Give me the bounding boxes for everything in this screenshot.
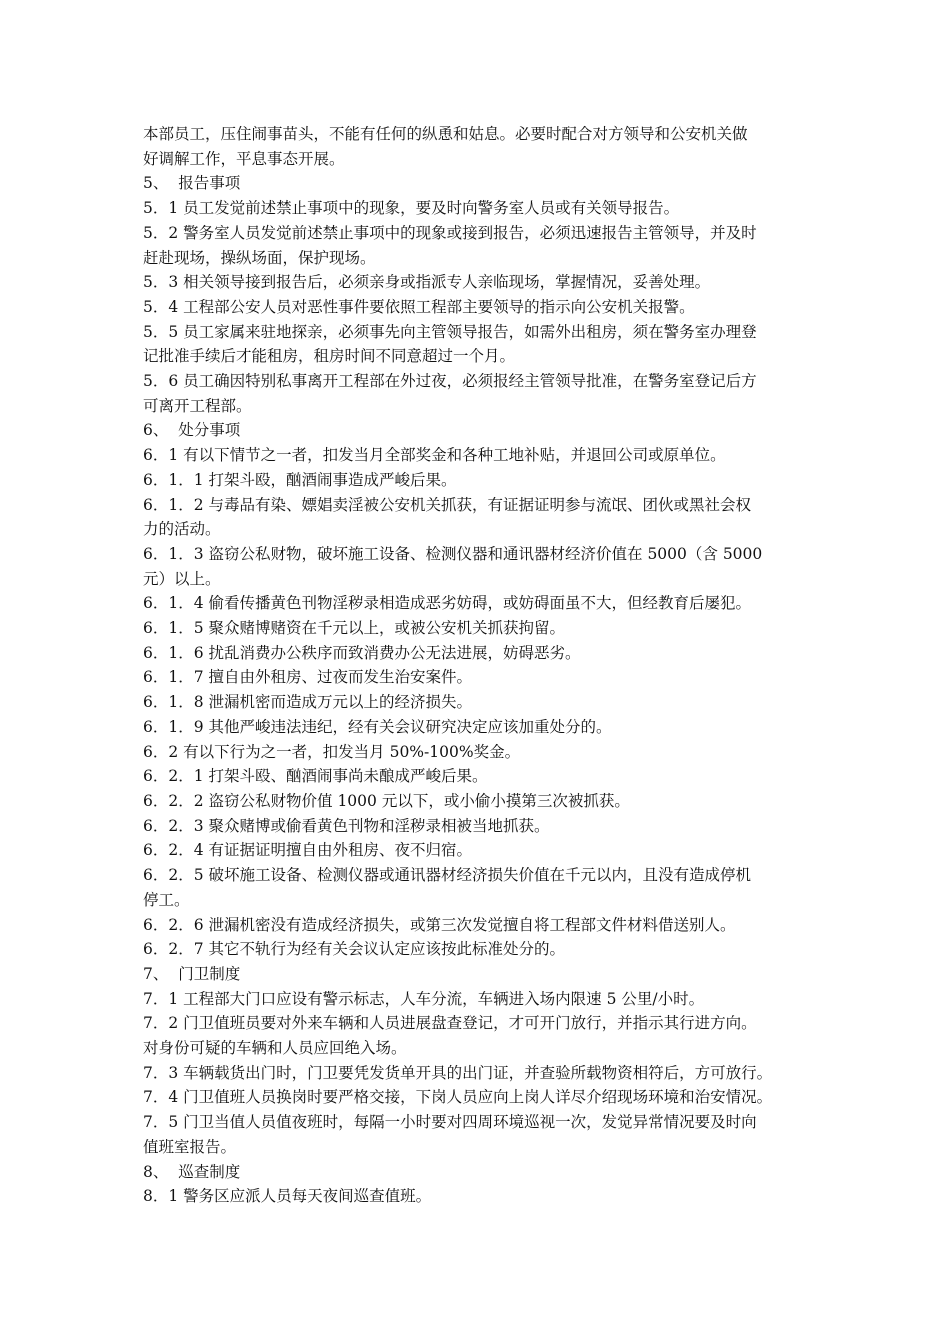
text-line: 6．1．4 偷看传播黄色刊物淫秽录相造成恶劣妨碍，或妨碍面虽不大，但经教育后屡犯。 — [143, 594, 752, 613]
text-line: 6．2．5 破坏施工设备、检测仪器或通讯器材经济损失价值在千元以内，且没有造成停机 — [143, 866, 752, 885]
text-line: 6．2 有以下行为之一者，扣发当月 50%-100%奖金。 — [143, 742, 521, 761]
text-line: 6、 处分事项 — [143, 421, 241, 440]
text-line: 7．3 车辆载货出门时，门卫要凭发货单开具的出门证，并查验所载物资相符后，方可放行。 — [143, 1063, 773, 1082]
text-line: 6．1 有以下情节之一者，扣发当月全部奖金和各种工地补贴，并退回公司或原单位。 — [143, 446, 726, 465]
text-line: 5．1 员工发觉前述禁止事项中的现象，要及时向警务室人员或有关领导报告。 — [143, 199, 680, 218]
text-line: 好调解工作，平息事态开展。 — [143, 149, 345, 168]
text-line: 记批准手续后才能租房，租房时间不同意超过一个月。 — [143, 347, 516, 366]
text-line: 7、 门卫制度 — [143, 964, 241, 983]
text-line: 本部员工，压住闹事苗头，不能有任何的纵恿和姑息。必要时配合对方领导和公安机关做 — [143, 125, 748, 143]
text-line: 7．2 门卫值班员要对外来车辆和人员进展盘查登记，才可开门放行，并指示其行进方向。 — [143, 1014, 757, 1033]
text-line: 赶赴现场，操纵场面，保护现场。 — [143, 248, 376, 267]
text-line: 元）以上。 — [143, 569, 221, 588]
text-line: 6．1．6 扰乱消费办公秩序而致消费办公无法进展，妨碍恶劣。 — [143, 643, 581, 662]
text-line: 6．1．5 聚众赌博赌资在千元以上，或被公安机关抓获拘留。 — [143, 619, 566, 638]
text-line: 5．4 工程部公安人员对恶性事件要依照工程部主要领导的指示向公安机关报警。 — [143, 297, 695, 316]
text-line: 6．2．2 盗窃公私财物价值 1000 元以下，或小偷小摸第三次被抓获。 — [143, 791, 630, 810]
text-line: 6．2．6 泄漏机密没有造成经济损失，或第三次发觉擅自将工程部文件材料借送别人。 — [143, 915, 736, 934]
text-line: 5．5 员工家属来驻地探亲，必须事先向主管领导报告，如需外出租房，须在警务室办理登 — [143, 322, 757, 341]
text-line: 6．1．8 泄漏机密而造成万元以上的经济损失。 — [143, 693, 473, 712]
text-line: 5．2 警务室人员发觉前述禁止事项中的现象或接到报告，必须迅速报告主管领导，并及时 — [143, 223, 757, 242]
text-line: 6．1．1 打架斗殴，酗酒闹事造成严峻后果。 — [143, 470, 457, 489]
text-line: 7．1 工程部大门口应设有警示标志，人车分流，车辆进入场内限速 5 公里/小时。 — [143, 989, 705, 1008]
text-line: 8．1 警务区应派人员每天夜间巡查值班。 — [143, 1187, 432, 1206]
text-line: 7．4 门卫值班人员换岗时要严格交接，下岗人员应向上岗人详尽介绍现场环境和治安情况。 — [143, 1088, 773, 1107]
text-line: 6．1．3 盗窃公私财物，破坏施工设备、检测仪器和通讯器材经济价值在 5000（含 5000 — [143, 544, 763, 563]
text-line: 停工。 — [143, 890, 190, 909]
text-line: 6．2．1 打架斗殴、酗酒闹事尚未酿成严峻后果。 — [143, 767, 488, 786]
document-body — [143, 122, 811, 1209]
text-line: 值班室报告。 — [143, 1137, 237, 1156]
text-line: 5．6 员工确因特别私事离开工程部在外过夜，必须报经主管领导批准，在警务室登记后方 — [143, 372, 757, 391]
text-line: 力的活动。 — [143, 520, 221, 539]
text-line: 8、 巡查制度 — [143, 1162, 241, 1181]
text-line: 6．1．2 与毒品有染、嫖娼卖淫被公安机关抓获，有证据证明参与流氓、团伙或黑社会权 — [143, 495, 752, 514]
text-line: 7．5 门卫当值人员值夜班时，每隔一小时要对四周环境巡视一次，发觉异常情况要及时向 — [143, 1113, 757, 1132]
text-line: 5、 报告事项 — [143, 174, 241, 193]
text-line: 对身份可疑的车辆和人员应回绝入场。 — [143, 1039, 407, 1058]
text-line: 6．2．3 聚众赌博或偷看黄色刊物和淫秽录相被当地抓获。 — [143, 816, 550, 835]
text-line: 6．2．7 其它不轨行为经有关会议认定应该按此标准处分的。 — [143, 940, 566, 959]
text-line: 6．1．9 其他严峻违法违纪，经有关会议研究决定应该加重处分的。 — [143, 717, 612, 736]
text-line: 可离开工程部。 — [143, 396, 252, 415]
text-line: 5．3 相关领导接到报告后，必须亲身或指派专人亲临现场，掌握情况，妥善处理。 — [143, 273, 711, 292]
text-line: 6．1．7 擅自由外租房、过夜而发生治安案件。 — [143, 668, 473, 687]
text-line: 6．2．4 有证据证明擅自由外租房、夜不归宿。 — [143, 841, 473, 860]
